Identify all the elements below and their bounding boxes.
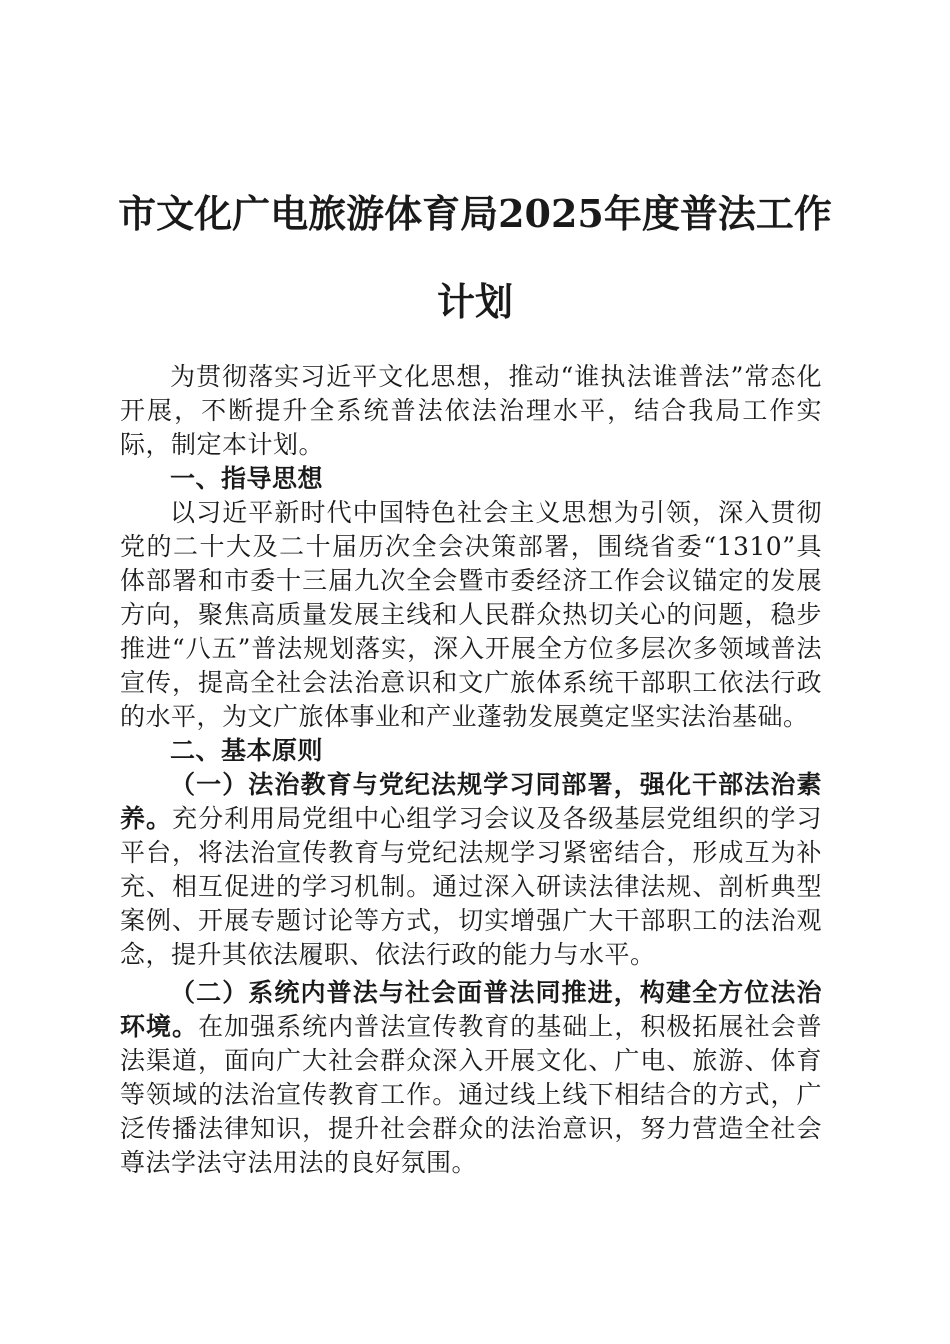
document-title: 市文化广电旅游体育局2025年度普法工作计划 — [118, 191, 832, 324]
principle-item-1-text: 充分利用局党组中心组学习会议及各级基层党组织的学习平台，将法治宣传教育与党纪法规学习紧密结合，形成互为补充、相互促进的学习机制。通过深入研读法律法规、剖析典型案例、开展专题讨论等方式，切实增强广大干部职工的法治观念，提升其依法履职、依法行政的能力与水平。 — [120, 804, 822, 969]
section-heading-basic-principles: 二、基本原则 — [170, 736, 324, 765]
intro-paragraph: 为贯彻落实习近平文化思想，推动“谁执法谁普法”常态化开展，不断提升全系统普法依法治理水平，结合我局工作实际，制定本计划。 — [120, 362, 822, 459]
principle-item-1-lead: （一）法治教育与党纪法规学习同部署，强化干部法治素养。 — [120, 770, 822, 833]
principle-item-2-text: 在加强系统内普法宣传教育的基础上，积极拓展社会普法渠道，面向广大社会群众深入开展文化、广电、旅游、体育等领域的法治宣传教育工作。通过线上线下相结合的方式，广泛传播法律知识，提升社会群众的法治意识，努力营造全社会尊法学法守法用法的良好氛围。 — [120, 1012, 822, 1177]
document-body — [120, 360, 822, 1180]
principle-item-1 — [120, 768, 822, 972]
principle-item-2 — [120, 976, 822, 1180]
guiding-thought-paragraph: 以习近平新时代中国特色社会主义思想为引领，深入贯彻党的二十大及二十届历次全会决策部署，围绕省委“1310”具体部署和市委十三届九次全会暨市委经济工作会议锚定的发展方向，聚焦高质量发展主线和人民群众热切关心的问题，稳步推进“八五”普法规划落实，深入开展全方位多层次多领域普法宣传，提高全社会法治意识和文广旅体系统干部职工依法行政的水平，为文广旅体事业和产业蓬勃发展奠定坚实法治基础。 — [120, 498, 822, 731]
section-heading-guiding-thought: 一、指导思想 — [170, 464, 324, 493]
principle-item-2-lead: （二）系统内普法与社会面普法同推进，构建全方位法治环境。 — [120, 978, 822, 1041]
